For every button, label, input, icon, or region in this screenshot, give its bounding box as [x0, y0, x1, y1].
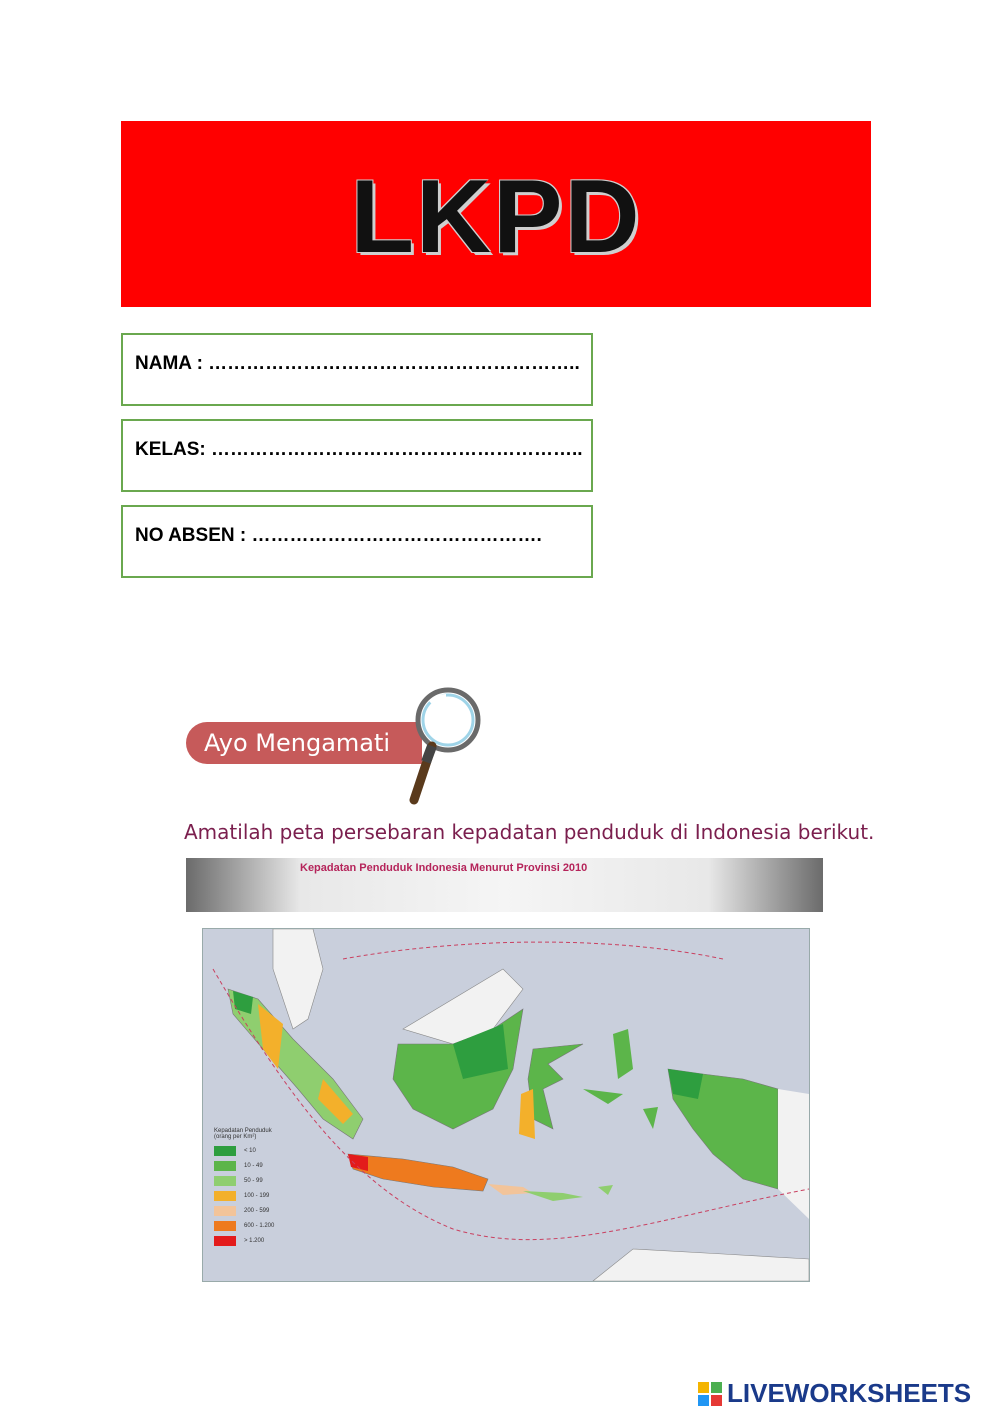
liveworksheets-brand: LIVEWORKSHEETS: [727, 1378, 972, 1408]
page-title: LKPD: [350, 158, 642, 275]
header-banner: [121, 121, 871, 307]
legend-swatch: [214, 1221, 236, 1231]
legend-label: < 10: [244, 1147, 256, 1154]
legend-label: 200 - 599: [244, 1207, 270, 1214]
name-field[interactable]: [121, 333, 593, 406]
class-field-label: KELAS: …………………………………………………..: [135, 439, 583, 460]
magnifier-icon: [400, 682, 490, 807]
legend-item: [214, 1218, 284, 1233]
class-field[interactable]: [121, 419, 593, 492]
instruction-text: Amatilah peta persebaran kepadatan penduduk di Indonesia berikut.: [184, 820, 875, 844]
legend-label: 10 - 49: [244, 1162, 263, 1169]
liveworksheets-logo[interactable]: [697, 1378, 971, 1409]
legend-swatch: [214, 1161, 236, 1171]
legend-title: Kepadatan Penduduk (orang per Km²): [214, 1128, 272, 1140]
legend-item: [214, 1158, 284, 1173]
legend-swatch: [214, 1176, 236, 1186]
liveworksheets-logo-icon: [697, 1381, 723, 1407]
indonesia-density-map: [202, 928, 810, 1282]
map-title: Kepadatan Penduduk Indonesia Menurut Provinsi 2010: [300, 862, 588, 874]
attendance-number-field[interactable]: [121, 505, 593, 578]
legend-label: 100 - 199: [244, 1192, 270, 1199]
legend-label: > 1.200: [244, 1237, 265, 1244]
legend-label: 600 - 1.200: [244, 1222, 275, 1229]
legend-item: [214, 1233, 284, 1248]
observe-banner: [186, 722, 422, 764]
map-legend: [214, 1128, 284, 1248]
map-drawing: [203, 929, 809, 1281]
legend-swatch: [214, 1146, 236, 1156]
legend-item: [214, 1143, 284, 1158]
legend-item: [214, 1173, 284, 1188]
legend-swatch: [214, 1191, 236, 1201]
legend-item: [214, 1188, 284, 1203]
legend-swatch: [214, 1236, 236, 1246]
legend-swatch: [214, 1206, 236, 1216]
observe-banner-label: Ayo Mengamati: [204, 729, 391, 757]
attendance-number-field-label: NO ABSEN : ……………………………………….: [135, 525, 542, 546]
name-field-label: NAMA : …………………………………………………..: [135, 353, 580, 374]
legend-item: [214, 1203, 284, 1218]
legend-label: 50 - 99: [244, 1177, 263, 1184]
